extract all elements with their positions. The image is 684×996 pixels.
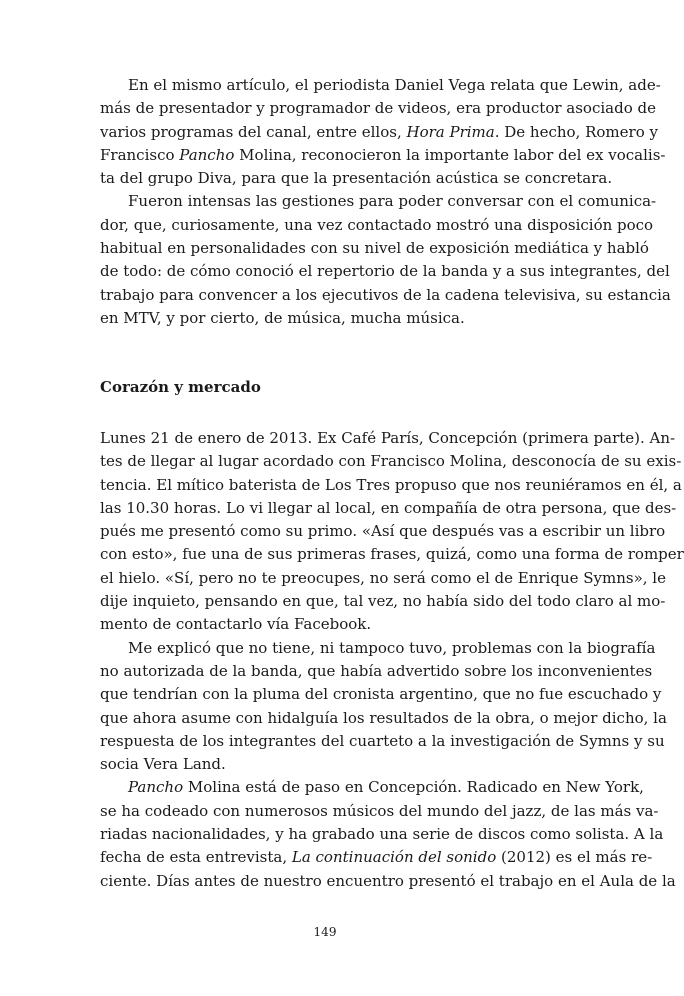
- text-line: Pancho Molina está de paso en Concepción. Radicado en New York,: [128, 778, 644, 797]
- text-line: Lunes 21 de enero de 2013. Ex Café París, Concepción (primera parte). An-: [100, 429, 676, 447]
- text-line: tes de llegar al lugar acordado con Francisco Molina, desconocía de su exis-: [100, 452, 682, 471]
- text-line: Me explicó que no tiene, ni tampoco tuvo, problemas con la biografía: [128, 638, 656, 657]
- text-line: se ha codeado con numerosos músicos del mundo del jazz, de las más va-: [100, 801, 659, 820]
- paragraph: [100, 637, 667, 777]
- page-number: 149: [313, 925, 337, 939]
- text-line: socia Vera Land.: [100, 755, 226, 774]
- italic-text: Pancho: [179, 145, 235, 164]
- italic-text: Hora Prima: [406, 122, 495, 141]
- text-line: riadas nacionalidades, y ha grabado una serie de discos como solista. A la: [100, 825, 664, 844]
- text-line: con esto», fue una de sus primeras frases, quizá, como una forma de romper: [100, 545, 684, 564]
- text-line: trabajo para convencer a los ejecutivos de la cadena televisiva, su estancia: [100, 285, 671, 304]
- text-line: ciente. Días antes de nuestro encuentro presentó el trabajo en el Aula de la: [100, 871, 676, 890]
- body-text-top: [100, 74, 671, 330]
- text-line: habitual en personalidades con su nivel de exposición mediática y habló: [100, 239, 649, 258]
- paragraph: [100, 427, 684, 637]
- text-line: dor, que, curiosamente, una vez contactado mostró una disposición poco: [100, 215, 654, 234]
- paragraph: [100, 776, 676, 892]
- text-line: tencia. El mítico baterista de Los Tres propuso que nos reuniéramos en él, a: [100, 475, 682, 494]
- text-line: en MTV, y por cierto, de música, mucha música.: [100, 308, 465, 327]
- text-line: pués me presentó como su primo. «Así que después vas a escribir un libro: [100, 522, 666, 541]
- text-line: respuesta de los integrantes del cuarteto a la investigación de Symns y su: [100, 731, 665, 750]
- text-line: las 10.30 horas. Lo vi llegar al local, en compañía de otra persona, que des-: [100, 498, 677, 517]
- text-line: En el mismo artículo, el periodista Daniel Vega relata que Lewin, ade-: [128, 76, 661, 94]
- text-line: que tendrían con la pluma del cronista argentino, que no fue escuchado y: [100, 685, 662, 704]
- text-line: Francisco Pancho Molina, reconocieron la importante labor del ex vocalis-: [100, 145, 666, 164]
- text-line: dije inquieto, pensando en que, tal vez, no había sido del todo claro al mo-: [100, 592, 666, 611]
- text-line: más de presentador y programador de videos, era productor asociado de: [100, 99, 656, 118]
- text-line: de todo: de cómo conoció el repertorio de la banda y a sus integrantes, del: [100, 262, 670, 281]
- paragraph: [100, 190, 671, 330]
- paragraph: [100, 74, 666, 190]
- text-line: el hielo. «Sí, pero no te preocupes, no será como el de Enrique Symns», le: [100, 568, 666, 587]
- italic-text: La continuación del sonido: [291, 848, 497, 867]
- section-heading: Corazón y mercado: [100, 378, 261, 396]
- text-line: mento de contactarlo vía Facebook.: [100, 615, 372, 634]
- text-line: ta del grupo Diva, para que la presentación acústica se concretara.: [100, 169, 613, 188]
- text-line: varios programas del canal, entre ellos, Hora Prima. De hecho, Romero y: [100, 122, 658, 141]
- text-line: fecha de esta entrevista, La continuación del sonido (2012) es el más re-: [100, 848, 653, 867]
- text-line: no autorizada de la banda, que había advertido sobre los inconvenientes: [100, 661, 653, 680]
- body-text-bottom: [100, 427, 684, 893]
- text-line: Fueron intensas las gestiones para poder conversar con el comunica-: [128, 192, 657, 211]
- italic-text: Pancho: [128, 778, 184, 797]
- text-line: que ahora asume con hidalguía los resultados de la obra, o mejor dicho, la: [100, 708, 667, 727]
